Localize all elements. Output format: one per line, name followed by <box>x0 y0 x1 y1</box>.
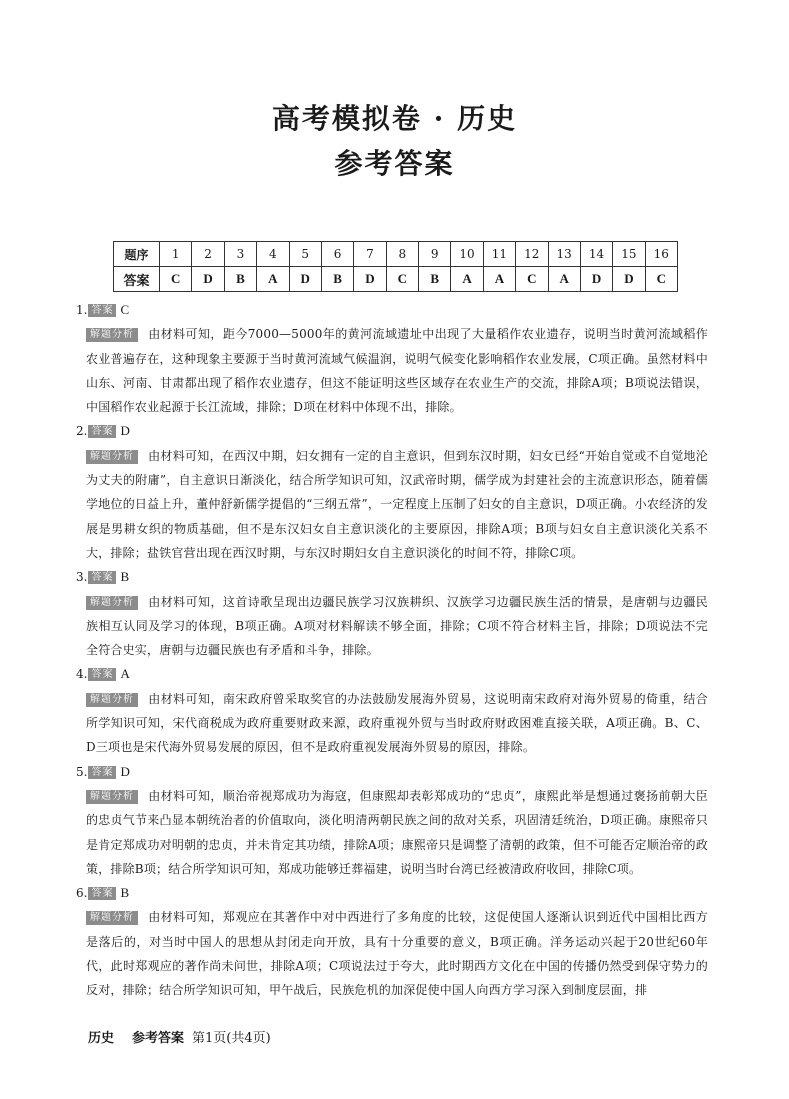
question-number-cell: 10 <box>451 242 483 267</box>
question-block <box>76 881 708 1002</box>
answer-cell: D <box>354 267 386 292</box>
answer-cell: B <box>224 267 256 292</box>
question-number-cell: 3 <box>224 242 256 267</box>
question-number-cell: 8 <box>386 242 418 267</box>
answer-cell: D <box>580 267 612 292</box>
analysis-paragraph <box>86 784 708 881</box>
row-label-question: 题序 <box>114 242 160 267</box>
question-block <box>76 662 708 759</box>
answer-tag: 答案 <box>88 571 116 584</box>
answer-letter: C <box>120 302 130 317</box>
question-number: 2. <box>76 424 88 439</box>
analysis-text: 由材料可知，顺治帝视郑成功为海寇，但康熙却表彰郑成功的“忠贞”，康熙此举是想通过褒扬前朝大臣的忠贞气节来凸显本朝统治者的价值取向，淡化明清两朝民族之间的敌对关系，巩固清廷统治，D项正确。康熙帝只是肯定郑成功对明朝的忠贞，并未肯定其功绩，排除A项；康熙帝只是调整了清朝的政策，但不可能否定顺治帝的政策，排除B项；结合所学知识可知，郑成功能够迁葬福建，说明当时台湾已经被清政府收回，排除C项。 <box>86 788 708 876</box>
footer-doc-name: 参考答案 <box>132 1031 185 1046</box>
analysis-tag: 解题分析 <box>86 328 138 342</box>
analysis-tag: 解题分析 <box>86 450 138 464</box>
answer-cell: D <box>192 267 224 292</box>
question-number-cell: 15 <box>613 242 645 267</box>
question-number-cell: 12 <box>516 242 548 267</box>
question-number-cell: 11 <box>483 242 515 267</box>
answer-cell: B <box>419 267 451 292</box>
analysis-text: 由材料可知，南宋政府曾采取奖官的办法鼓励发展海外贸易，这说明南宋政府对海外贸易的倚重，结合所学知识可知，宋代商税成为政府重要财政来源，政府重视外贸与当时政府财政困难直接关联，A项正确。B、C、D三项也是宋代海外贸易发展的原因，但不是政府重视发展海外贸易的原因，排除。 <box>86 691 708 755</box>
question-block <box>76 298 708 419</box>
analysis-text: 由材料可知，这首诗歌呈现出边疆民族学习汉族耕织、汉族学习边疆民族生活的情景，是唐朝与边疆民族相互认同及学习的体现，B项正确。A项对材料解读不够全面，排除；C项不符合材料主旨，排除；D项说法不完全符合史实，唐朝与边疆民族也有矛盾和斗争，排除。 <box>86 594 708 658</box>
analysis-tag: 解题分析 <box>86 693 138 707</box>
question-header <box>76 419 708 443</box>
analysis-text: 由材料可知，在西汉中期，妇女拥有一定的自主意识，但到东汉时期，妇女已经“开始自觉或不自觉地沦为丈夫的附庸”，自主意识日渐淡化，结合所学知识可知，汉武帝时期，儒学成为封建社会的主流意识形态，随着儒学地位的日益上升，董仲舒新儒学提倡的“三纲五常”，一定程度上压制了妇女的自主意识，D项正确。小农经济的发展是男耕女织的物质基础，但不是东汉妇女自主意识淡化的主要原因，排除A项；B项与妇女自主意识淡化关系不大，排除；盐铁官营出现在西汉时期，与东汉时期妇女自主意识淡化的时间不符，排除C项。 <box>86 448 708 560</box>
answer-letter: B <box>120 569 130 585</box>
question-header <box>76 298 708 322</box>
answer-tag: 答案 <box>88 304 116 317</box>
answer-letter: D <box>120 763 130 779</box>
answer-explanations <box>76 298 708 1003</box>
question-number-cell: 9 <box>419 242 451 267</box>
row-label-answer: 答案 <box>114 267 160 292</box>
question-header <box>76 662 708 686</box>
analysis-paragraph <box>86 444 708 565</box>
answer-cell: C <box>160 267 192 292</box>
analysis-paragraph <box>86 590 708 663</box>
question-number: 3. <box>76 570 88 585</box>
analysis-text: 由材料可知，距今7000—5000年的黄河流域遗址中出现了大量稻作农业遗存，说明当时黄河流域稻作农业普遍存在，这种现象主要源于当时黄河流域气候温润，说明气候变化影响稻作农业发展，C项正确。虽然材料中山东、河南、甘肃都出现了稻作农业遗存，但这不能证明这些区域存在农业生产的交流，排除A项；B项说法错误，中国稻作农业起源于长江流域，排除；D项在材料中体现不出，排除。 <box>86 327 708 415</box>
analysis-paragraph <box>86 687 708 760</box>
analysis-text: 由材料可知，郑观应在其著作中对中西进行了多角度的比较，这促使国人逐渐认识到近代中国相比西方是落后的，对当时中国人的思想从封闭走向开放，具有十分重要的意义，B项正确。洋务运动兴起于20世纪60年代，此时郑观应的著作尚未问世，排除A项；C项说法过于夸大，此时期西方文化在中国的传播仍然受到保守势力的反对，排除；结合所学知识可知，甲午战后，民族危机的加深促使中国人向西方学习深入到制度层面，排 <box>86 910 708 998</box>
question-header <box>76 760 708 784</box>
question-number-cell: 13 <box>548 242 580 267</box>
page-subtitle: 参考答案 <box>334 147 455 180</box>
question-number: 5. <box>76 764 88 779</box>
question-number-cell: 4 <box>257 242 289 267</box>
answer-cell: A <box>451 267 483 292</box>
analysis-tag: 解题分析 <box>86 790 138 804</box>
answer-cell: A <box>548 267 580 292</box>
answer-cell: A <box>257 267 289 292</box>
answer-table-number-row <box>114 242 678 267</box>
page-title: 高考模拟卷 · 历史 <box>271 102 518 135</box>
answer-letter: A <box>120 666 130 682</box>
question-number-cell: 2 <box>192 242 224 267</box>
question-number-cell: 14 <box>580 242 612 267</box>
question-number-cell: 7 <box>354 242 386 267</box>
question-block <box>76 760 708 881</box>
question-number-cell: 5 <box>289 242 321 267</box>
answer-cell: C <box>516 267 548 292</box>
analysis-tag: 解题分析 <box>86 596 138 610</box>
answer-table-answer-row <box>114 267 678 292</box>
question-number-cell: 16 <box>645 242 677 267</box>
question-number: 4. <box>76 667 88 682</box>
question-header <box>76 881 708 905</box>
answer-table <box>113 241 678 292</box>
answer-letter: B <box>120 885 130 901</box>
answer-cell: D <box>289 267 321 292</box>
answer-tag: 答案 <box>88 766 116 779</box>
question-number-cell: 6 <box>321 242 353 267</box>
answer-cell: C <box>645 267 677 292</box>
footer-page-number: 第1页(共4页) <box>192 1031 271 1046</box>
question-number: 1. <box>76 303 88 317</box>
question-block <box>76 419 708 565</box>
answer-tag: 答案 <box>88 887 116 900</box>
analysis-paragraph <box>86 905 708 1002</box>
page-footer <box>88 1027 271 1046</box>
answer-cell: A <box>483 267 515 292</box>
answer-letter: D <box>120 423 130 439</box>
analysis-paragraph <box>86 322 708 419</box>
analysis-tag: 解题分析 <box>86 911 138 925</box>
answer-cell: B <box>321 267 353 292</box>
question-number: 6. <box>76 886 88 901</box>
question-block <box>76 565 708 662</box>
question-number-cell: 1 <box>160 242 192 267</box>
answer-tag: 答案 <box>88 668 116 681</box>
footer-subject: 历史 <box>88 1031 115 1046</box>
answer-tag: 答案 <box>88 425 116 438</box>
question-header <box>76 565 708 589</box>
answer-cell: D <box>613 267 645 292</box>
answer-cell: C <box>386 267 418 292</box>
